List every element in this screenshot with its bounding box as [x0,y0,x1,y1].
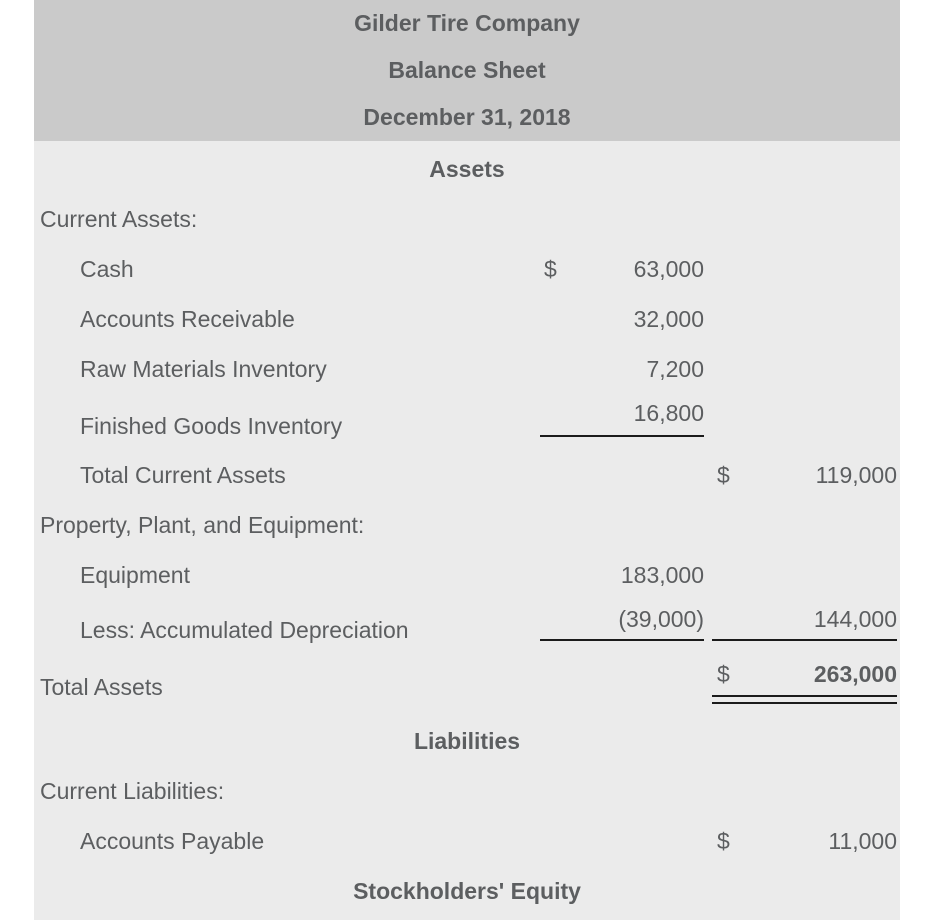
row-raw-materials-inventory [34,344,900,394]
amount-col2 [712,461,897,489]
statement-header [34,0,900,141]
amount-col2 [712,827,897,855]
dollar-sign: $ [717,828,730,854]
amount-col2 [712,656,897,704]
row-label: Equipment [80,561,190,588]
group-current-assets [34,194,900,244]
amount-col1 [540,394,704,437]
amount-col1 [540,355,704,383]
amount-value: 16,800 [633,400,704,426]
amount-value: 183,000 [620,562,704,588]
amount-value: 7,200 [646,356,704,382]
statement-title: Balance Sheet [388,57,546,83]
amount-col1 [540,255,704,283]
group-property-plant-equipment [34,500,900,550]
row-label: Less: Accumulated Depreciation [80,617,409,643]
statement-body [34,141,900,920]
amount-value: 119,000 [815,462,897,488]
section-heading-liabilities [34,716,900,766]
underlined-amount [540,399,704,437]
row-label: Accounts Payable [80,827,265,854]
row-label: Total Current Assets [80,461,286,488]
row-label: Cash [80,255,134,282]
row-total-current-assets [34,450,900,500]
row-total-assets [34,656,900,716]
dollar-sign: $ [717,661,730,687]
underlined-amount [712,605,897,641]
grand-total-value: 263,000 [813,661,897,687]
amount-col2 [712,600,897,641]
row-accounts-payable [34,816,900,866]
row-finished-goods-inventory [34,394,900,450]
row-label: Raw Materials Inventory [80,355,327,382]
row-accounts-receivable [34,294,900,344]
row-cash [34,244,900,294]
section-heading-text: Assets [429,155,505,182]
section-heading-text: Liabilities [413,727,521,754]
amount-col1 [540,600,704,641]
group-label: Current Liabilities: [40,777,225,804]
statement-date: December 31, 2018 [363,104,571,130]
balance-sheet [34,0,900,920]
amount-value: 63,000 [633,256,704,282]
row-label: Total Assets [40,674,163,700]
group-label: Property, Plant, and Equipment: [40,511,365,538]
amount-value: 144,000 [813,606,897,632]
row-label: Accounts Receivable [80,305,295,332]
dollar-sign: $ [717,462,730,488]
section-heading-stockholders-equity [34,866,900,916]
section-heading-assets [34,144,900,194]
company-name: Gilder Tire Company [354,10,580,36]
row-label: Finished Goods Inventory [80,413,343,439]
amount-col1 [540,305,704,333]
dollar-sign: $ [544,256,557,282]
section-heading-text: Stockholders' Equity [353,877,581,904]
underlined-amount [540,605,704,641]
double-rule [712,695,897,704]
row-accumulated-depreciation [34,600,900,656]
amount-col1 [540,561,704,589]
amount-value: (39,000) [618,606,704,632]
amount-value: 32,000 [633,306,704,332]
group-label: Current Assets: [40,205,198,232]
amount-value: 11,000 [828,828,897,854]
row-equipment [34,550,900,600]
group-current-liabilities [34,766,900,816]
